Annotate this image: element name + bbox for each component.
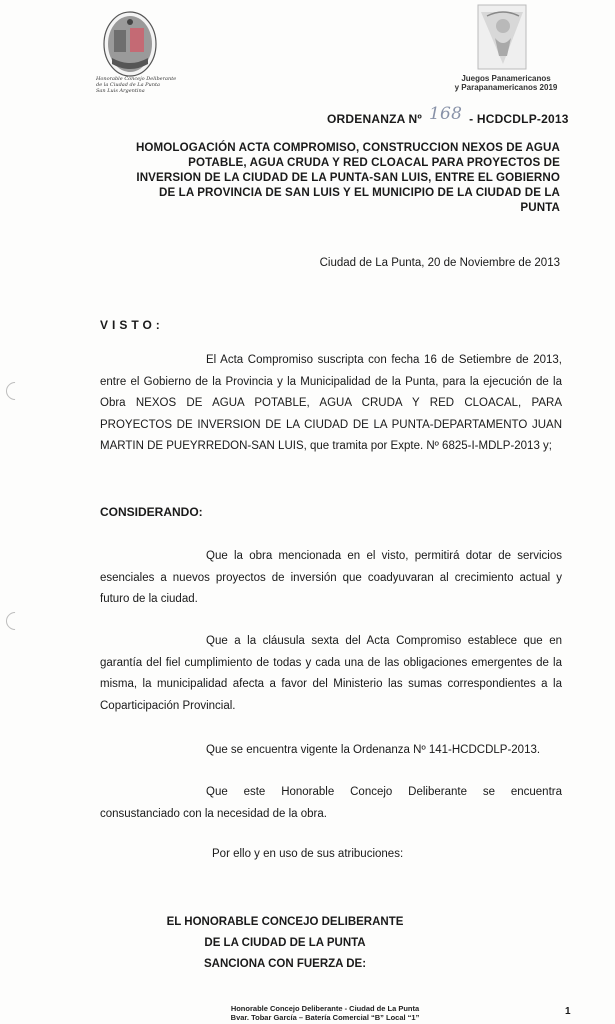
considerando-paragraph: Que se encuentra vigente la Ordenanza Nº 141-HCDCDLP-2013. [206, 744, 541, 756]
juegos-panamericanos-caption: Juegos Panamericanos y Parapanamericanos 2019 [454, 74, 558, 92]
page-footer [195, 1004, 455, 1022]
sanciona-block [100, 912, 470, 975]
visto-paragraph: El Acta Compromiso suscripta con fecha 16 de Setiembre de 2013, entre el Gobierno de la Provincia y la Municipalidad de la Punta, para la ejecución de la Obra NEXOS DE AGUA POTABLE, AGUA CRUDA Y RED CLOACAL, PARA PROYECTOS DE INVERSION DE LA CIUDAD DE LA PUNTA-DEPARTAMENTO JUAN MARTIN DE PUEYRREDON-SAN LUIS, que tramita por Expte. Nº 6825-I-MDLP-2013 y; [100, 354, 562, 452]
title-line: DE LA PROVINCIA DE SAN LUIS Y EL MUNICIPIO DE LA CIUDAD DE LA [159, 186, 560, 199]
sanciona-line: EL HONORABLE CONCEJO DELIBERANTE [166, 916, 404, 928]
sanciona-line: DE LA CIUDAD DE LA PUNTA [204, 937, 366, 949]
considerando-heading: CONSIDERANDO: [100, 505, 203, 519]
document-date: Ciudad de La Punta, 20 de Noviembre de 2013 [319, 257, 560, 269]
logo-left-caption: Honorable Concejo Deliberante de la Ciudad de La Punta San Luis Argentina [96, 76, 177, 94]
punch-hole-mark [2, 378, 27, 403]
punch-hole-mark [2, 608, 27, 633]
juegos-panamericanos-logo [477, 4, 527, 70]
sanciona-line: SANCIONA CON FUERZA DE: [203, 958, 367, 970]
concejo-deliberante-logo [100, 8, 160, 82]
document-title [102, 140, 560, 215]
title-line: HOMOLOGACIÓN ACTA COMPROMISO, CONSTRUCCION NEXOS DE AGUA [135, 141, 560, 154]
considerando-paragraph: Que a la cláusula sexta del Acta Compromiso establece que en garantía del fiel cumplimiento de todas y cada una de las obligaciones emergentes de la misma, la municipalidad afecta a favor del Ministerio las sumas correspondientes a la Coparticipación Provincial. [100, 635, 562, 712]
considerando-closing: Por ello y en uso de sus atribuciones: [212, 848, 404, 860]
handwritten-ordenanza-number: 168 [429, 104, 463, 124]
ordenanza-prefix: ORDENANZA Nº [327, 112, 423, 126]
visto-heading: VISTO: [100, 318, 164, 332]
ordenanza-number-line [327, 104, 569, 128]
title-line: PUNTA [520, 201, 560, 214]
page-number: 1 [565, 1006, 571, 1017]
considerando-paragraph: Que este Honorable Concejo Deliberante se encuentra consustanciado con la necesidad de la obra. [100, 786, 562, 820]
considerando-paragraph: Que la obra mencionada en el visto, permitirá dotar de servicios esenciales a nuevos proyectos de inversión que coadyuvaran al crecimiento actual y futuro de la ciudad. [100, 550, 562, 605]
title-line: INVERSION DE LA CIUDAD DE LA PUNTA-SAN LUIS, ENTRE EL GOBIERNO [136, 171, 560, 184]
footer-line: Bvar. Tobar García – Batería Comercial “B” Local “1” [230, 1013, 420, 1022]
footer-line: Honorable Concejo Deliberante - Ciudad de La Punta [230, 1004, 420, 1013]
title-line: POTABLE, AGUA CRUDA Y RED CLOACAL PARA PROYECTOS DE [188, 156, 560, 169]
ordenanza-suffix: - HCDCDLP-2013 [469, 112, 569, 126]
